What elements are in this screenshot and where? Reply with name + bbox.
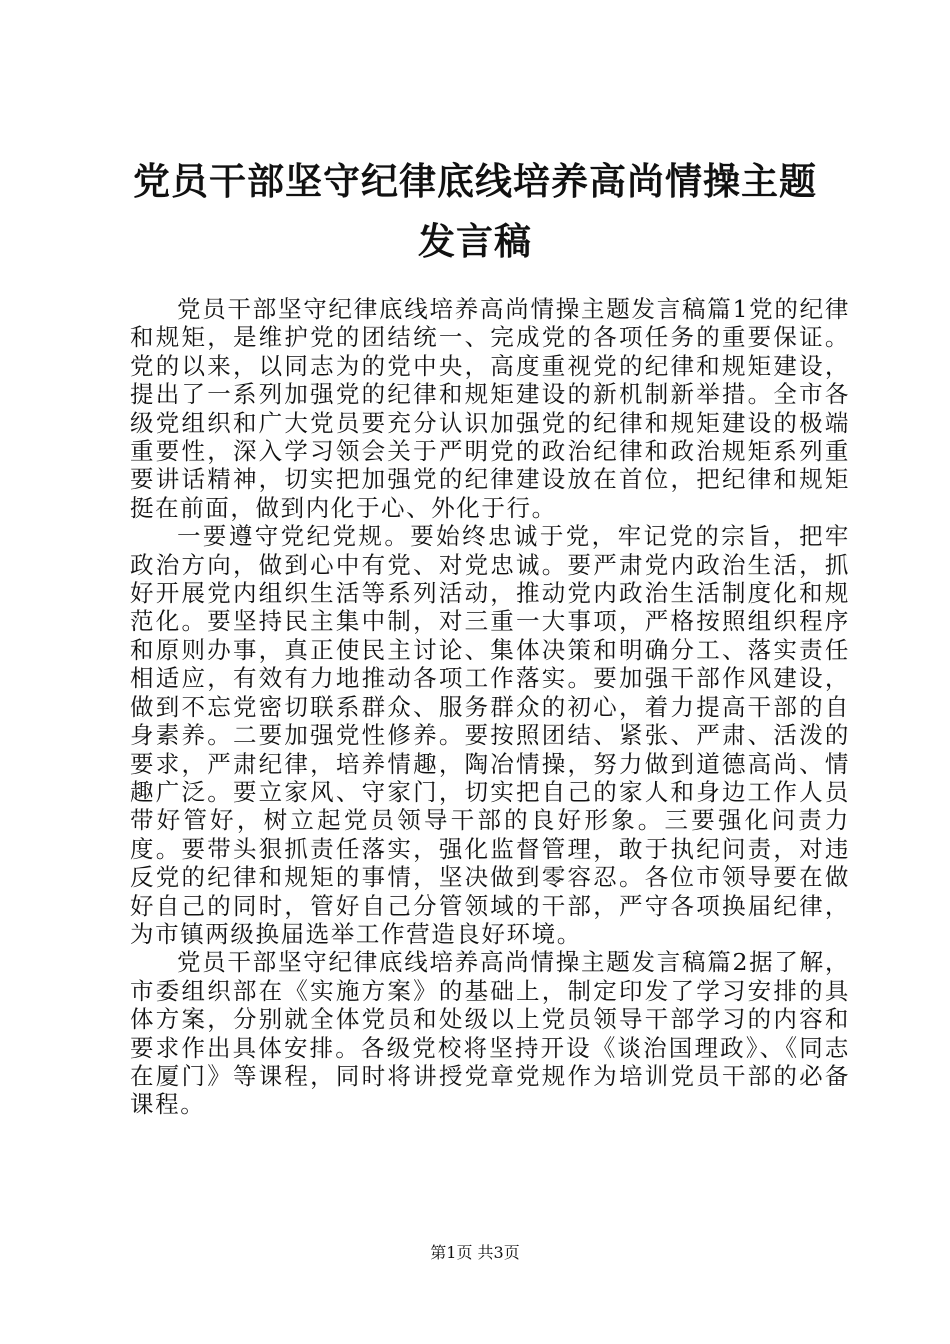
document-body (130, 295, 850, 1119)
paragraph-2: 一要遵守党纪党规。要始终忠诚于党，牢记党的宗旨，把牢政治方向，做到心中有党、对党忠诚。要严肃党内政治生活，抓好开展党内组织生活等系列活动，推动党内政治生活制度化和规范化。要坚持民主集中制，对三重一大事项，严格按照组织程序和原则办事，真正使民主讨论、集体决策和明确分工、落实责任相适应，有效有力地推动各项工作落实。要加强干部作风建设，做到不忘党密切联系群众、服务群众的初心，着力提高干部的自身素养。二要加强党性修养。要按照团结、紧张、严肃、活泼的要求，严肃纪律，培养情趣，陶冶情操，努力做到道德高尚、情趣广泛。要立家风、守家门，切实把自己的家人和身边工作人员带好管好，树立起党员领导干部的良好形象。三要强化问责力度。要带头狠抓责任落实，强化监督管理，敢于执纪问责，对违反党的纪律和规矩的事情，坚决做到零容忍。各位市领导要在做好自己的同时，管好自己分管领域的干部，严守各项换届纪律，为市镇两级换届选举工作营造良好环境。 (130, 522, 850, 948)
paragraph-1: 党员干部坚守纪律底线培养高尚情操主题发言稿篇1党的纪律和规矩，是维护党的团结统一、完成党的各项任务的重要保证。党的以来，以同志为的党中央，高度重视党的纪律和规矩建设，提出了一系列加强党的纪律和规矩建设的新机制新举措。全市各级党组织和广大党员要充分认识加强党的纪律和规矩建设的极端重要性，深入学习领会关于严明党的政治纪律和政治规矩系列重要讲话精神，切实把加强党的纪律建设放在首位，把纪律和规矩挺在前面，做到内化于心、外化于行。 (130, 295, 850, 522)
page-number-footer: 第1页 共3页 (430, 1243, 520, 1262)
document-title: 党员干部坚守纪律底线培养高尚情操主题发言稿 (133, 160, 817, 263)
paragraph-3: 党员干部坚守纪律底线培养高尚情操主题发言稿篇2据了解，市委组织部在《实施方案》的基础上，制定印发了学习安排的具体方案，分别就全体党员和处级以上党员领导干部学习的内容和要求作出具体安排。各级党校将坚持开设《谈治国理政》、《同志在厦门》等课程，同时将讲授党章党规作为培训党员干部的必备课程。 (130, 948, 850, 1119)
